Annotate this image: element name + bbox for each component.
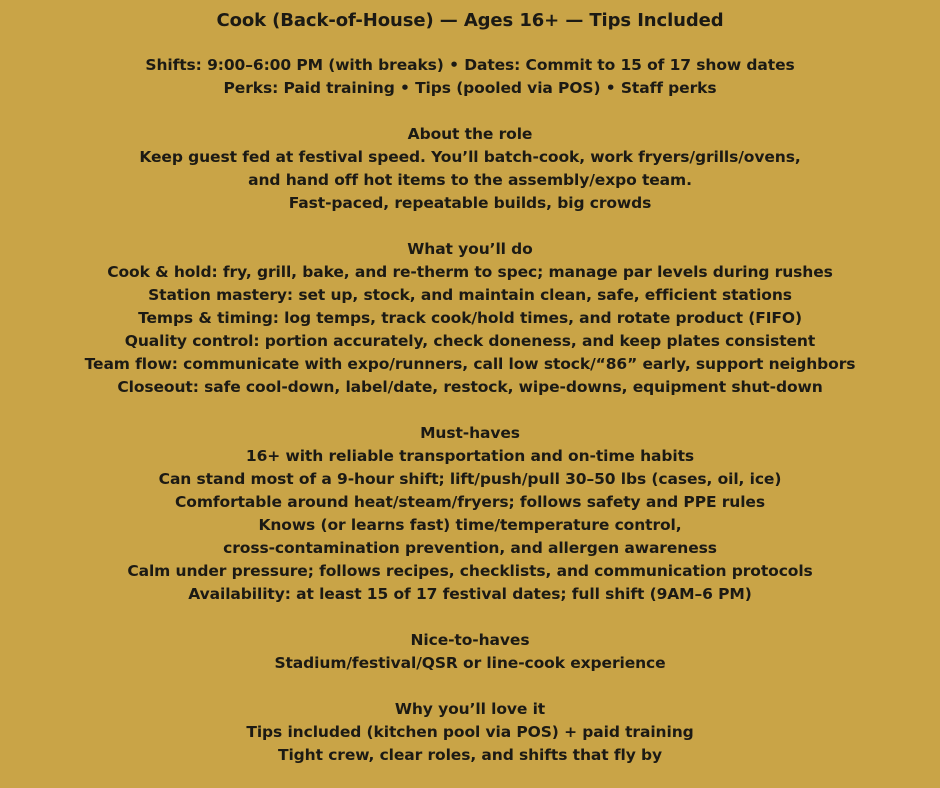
must-have-item: Can stand most of a 9-hour shift; lift/push/pull 30–50 lbs (cases, oil, ice) — [158, 470, 782, 488]
about-line: and hand off hot items to the assembly/expo team. — [248, 171, 692, 189]
duty-item: Closeout: safe cool-down, label/date, restock, wipe-downs, equipment shut-down — [117, 378, 823, 396]
shifts-line: Shifts: 9:00–6:00 PM (with breaks) • Dates: Commit to 15 of 17 show dates — [145, 56, 795, 74]
about-line: Keep guest fed at festival speed. You’ll batch-cook, work fryers/grills/ovens, — [139, 148, 801, 166]
why-heading: Why you’ll love it — [394, 700, 546, 718]
must-have-item: Calm under pressure; follows recipes, checklists, and communication protocols — [127, 562, 813, 580]
duty-item: Team flow: communicate with expo/runners, call low stock/“86” early, support neighbors — [84, 355, 856, 373]
duties-heading: What you’ll do — [407, 240, 533, 258]
must-have-item: 16+ with reliable transportation and on-time habits — [245, 447, 695, 465]
about-heading: About the role — [407, 125, 533, 143]
duty-item: Quality control: portion accurately, check doneness, and keep plates consistent — [124, 332, 816, 350]
why-item: Tips included (kitchen pool via POS) + paid training — [246, 723, 694, 741]
duty-item: Station mastery: set up, stock, and maintain clean, safe, efficient stations — [148, 286, 792, 304]
about-line: Fast-paced, repeatable builds, big crowds — [288, 194, 652, 212]
must-have-item: Comfortable around heat/steam/fryers; follows safety and PPE rules — [175, 493, 765, 511]
duty-item: Cook & hold: fry, grill, bake, and re-therm to spec; manage par levels during rushes — [107, 263, 833, 281]
nice-to-haves-heading: Nice-to-haves — [410, 631, 530, 649]
duty-item: Temps & timing: log temps, track cook/hold times, and rotate product (FIFO) — [138, 309, 802, 327]
nice-to-have-item: Stadium/festival/QSR or line-cook experience — [274, 654, 666, 672]
page-title: Cook (Back-of-House) — Ages 16+ — Tips Included — [216, 10, 724, 31]
must-haves-heading: Must-haves — [420, 424, 520, 442]
perks-line: Perks: Paid training • Tips (pooled via POS) • Staff perks — [223, 79, 717, 97]
must-have-item: Knows (or learns fast) time/temperature control, — [258, 516, 682, 534]
must-have-item: cross-contamination prevention, and allergen awareness — [223, 539, 717, 557]
must-have-item: Availability: at least 15 of 17 festival dates; full shift (9AM–6 PM) — [188, 585, 752, 603]
why-item: Tight crew, clear roles, and shifts that fly by — [277, 746, 663, 764]
